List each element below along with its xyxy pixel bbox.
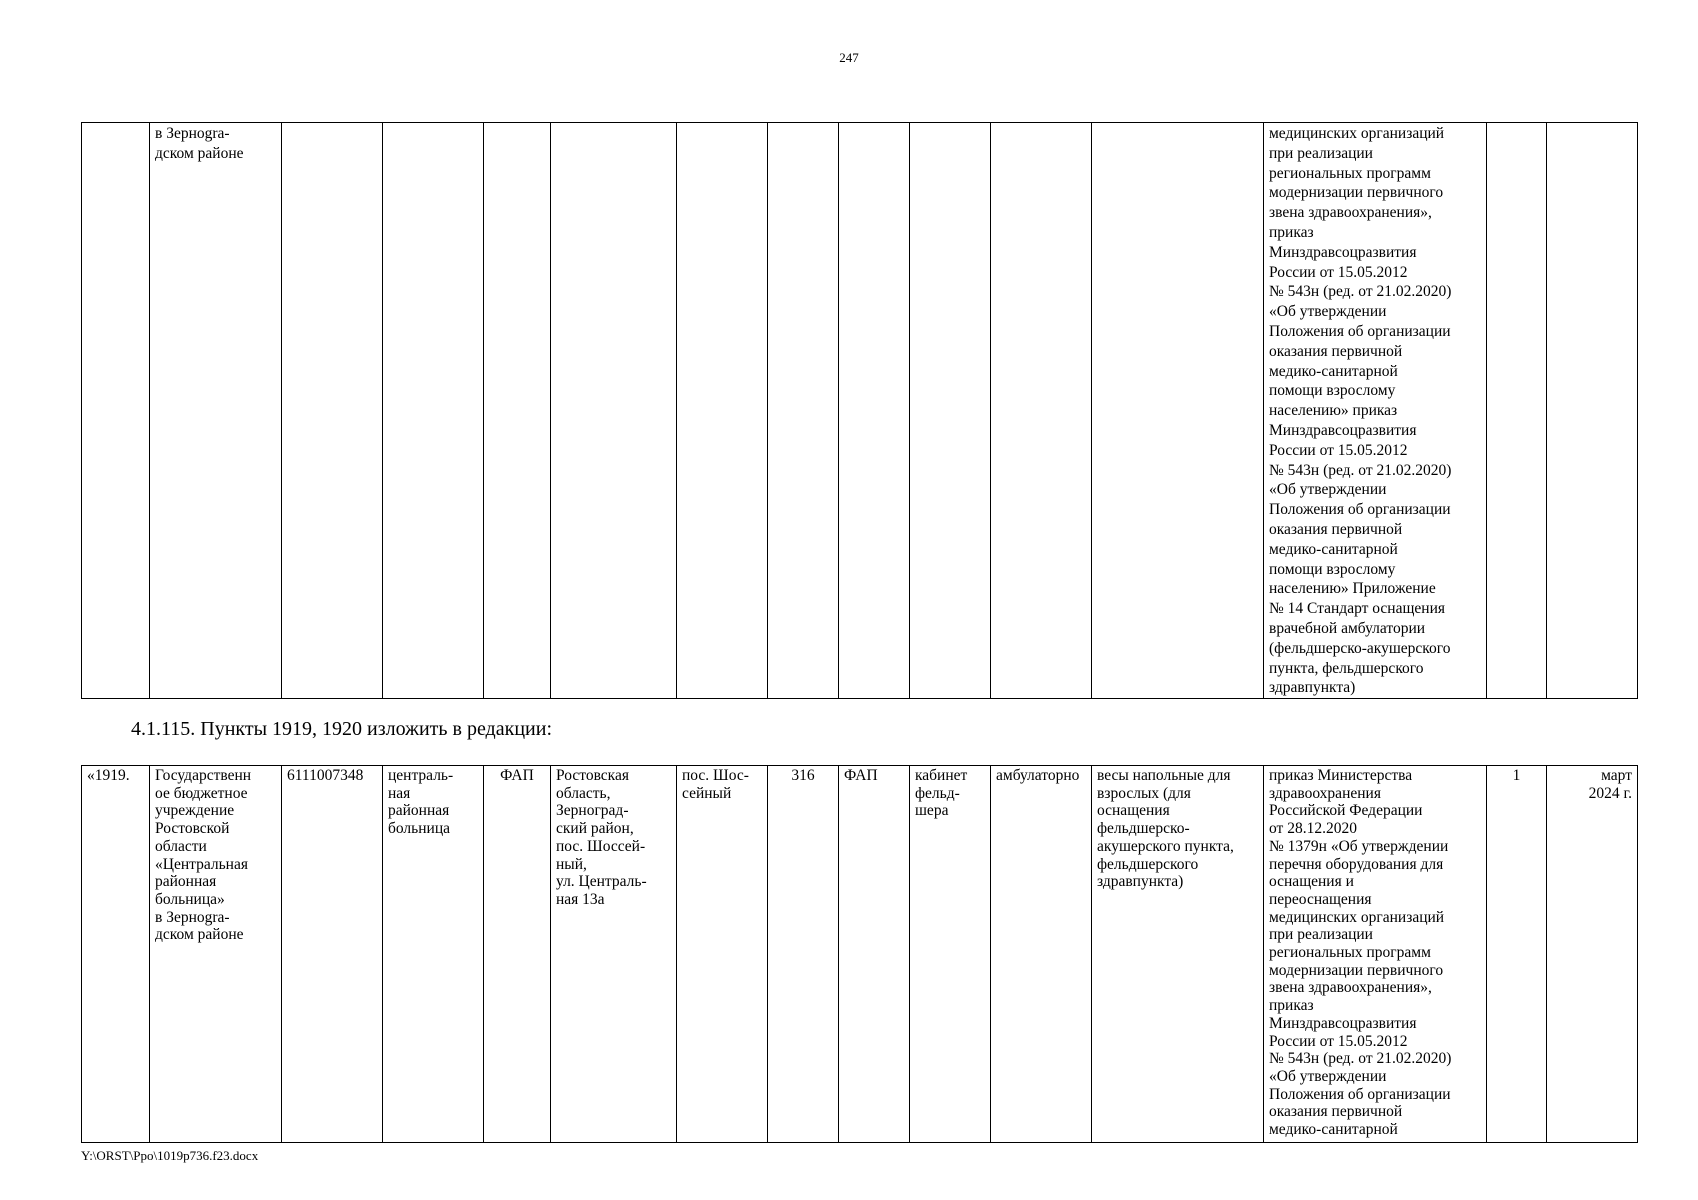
amendment-table <box>81 765 1638 1143</box>
institution-cell: Государственн ое бюджетное учреждение Ростовской области «Центральная районная больница» в Зернogra- дском районе <box>150 766 282 1143</box>
footer-file-path: Y:\ORST\Ppo\1019p736.f23.docx <box>81 1148 259 1163</box>
date-cell: март 2024 г. <box>1547 766 1638 1143</box>
table-cell <box>551 123 677 699</box>
table-cell <box>910 123 991 699</box>
table-cell <box>484 123 551 699</box>
table-cell <box>82 123 150 699</box>
table-cell: в Зернogra- дском районе <box>150 123 282 699</box>
room-cell: кабинет фельд- шера <box>910 766 991 1143</box>
unit-type-cell: ФАП <box>484 766 551 1143</box>
table-cell <box>991 123 1092 699</box>
row-number-cell: «1919. <box>82 766 150 1143</box>
table-cell <box>677 123 768 699</box>
continued-table <box>81 122 1638 699</box>
legal-basis-cell: приказ Министерства здравоохранения Российской Федерации от 28.12.2020 № 1379н «Об утверждении перечня оборудования для оснащения и переоснащения медицинских организаций при реализации региональных программ модернизации первичного звена здравоохранения», приказ Минздравсоцразвития России от 15.05.2012 № 543н (ред. от 21.02.2020) «Об утверждении Положения об организации оказания первичной медико-санитарной <box>1264 766 1487 1143</box>
care-form-cell: амбулаторно <box>991 766 1092 1143</box>
table-cell <box>383 123 484 699</box>
table-cell <box>1092 123 1264 699</box>
subdivision-cell: ФАП <box>839 766 910 1143</box>
hospital-type-cell: централь- ная районная больница <box>383 766 484 1143</box>
population-cell: 316 <box>768 766 839 1143</box>
table-cell: медицинских организаций при реализации региональных программ модернизации первичного звена здравоохранения», приказ Минздравсоцразвития России от 15.05.2012 № 543н (ред. от 21.02.2020) «Об утверждении Положения об организации оказания первичной медико-санитарной помощи взрослому населению» приказ Минздравсоцразвития России от 15.05.2012 № 543н (ред. от 21.02.2020) «Об утверждении Положения об организации оказания первичной медико-санитарной помощи взрослому населению» Приложение № 14 Стандарт оснащения врачебной амбулатории (фельдшерско-акушерского пункта, фельдшерского здравпункта) <box>1264 123 1487 699</box>
table-cell <box>1487 123 1547 699</box>
table-cell <box>768 123 839 699</box>
table-cell <box>839 123 910 699</box>
table-cell <box>282 123 383 699</box>
table-cell <box>1547 123 1638 699</box>
quantity-cell: 1 <box>1487 766 1547 1143</box>
table-row <box>82 123 1638 699</box>
inn-cell: 6111007348 <box>282 766 383 1143</box>
page-number: 247 <box>839 50 859 65</box>
equipment-cell: весы напольные для взрослых (для оснащения фельдшерско- акушерского пункта, фельдшерского здравпункта) <box>1092 766 1264 1143</box>
address-cell: Ростовская область, Зерноград- ский район, пос. Шоссей- ный, ул. Централь- ная 13а <box>551 766 677 1143</box>
table-row <box>82 766 1638 1143</box>
section-heading: 4.1.115. Пункты 1919, 1920 изложить в редакции: <box>131 718 552 740</box>
settlement-cell: пос. Шос- сейный <box>677 766 768 1143</box>
